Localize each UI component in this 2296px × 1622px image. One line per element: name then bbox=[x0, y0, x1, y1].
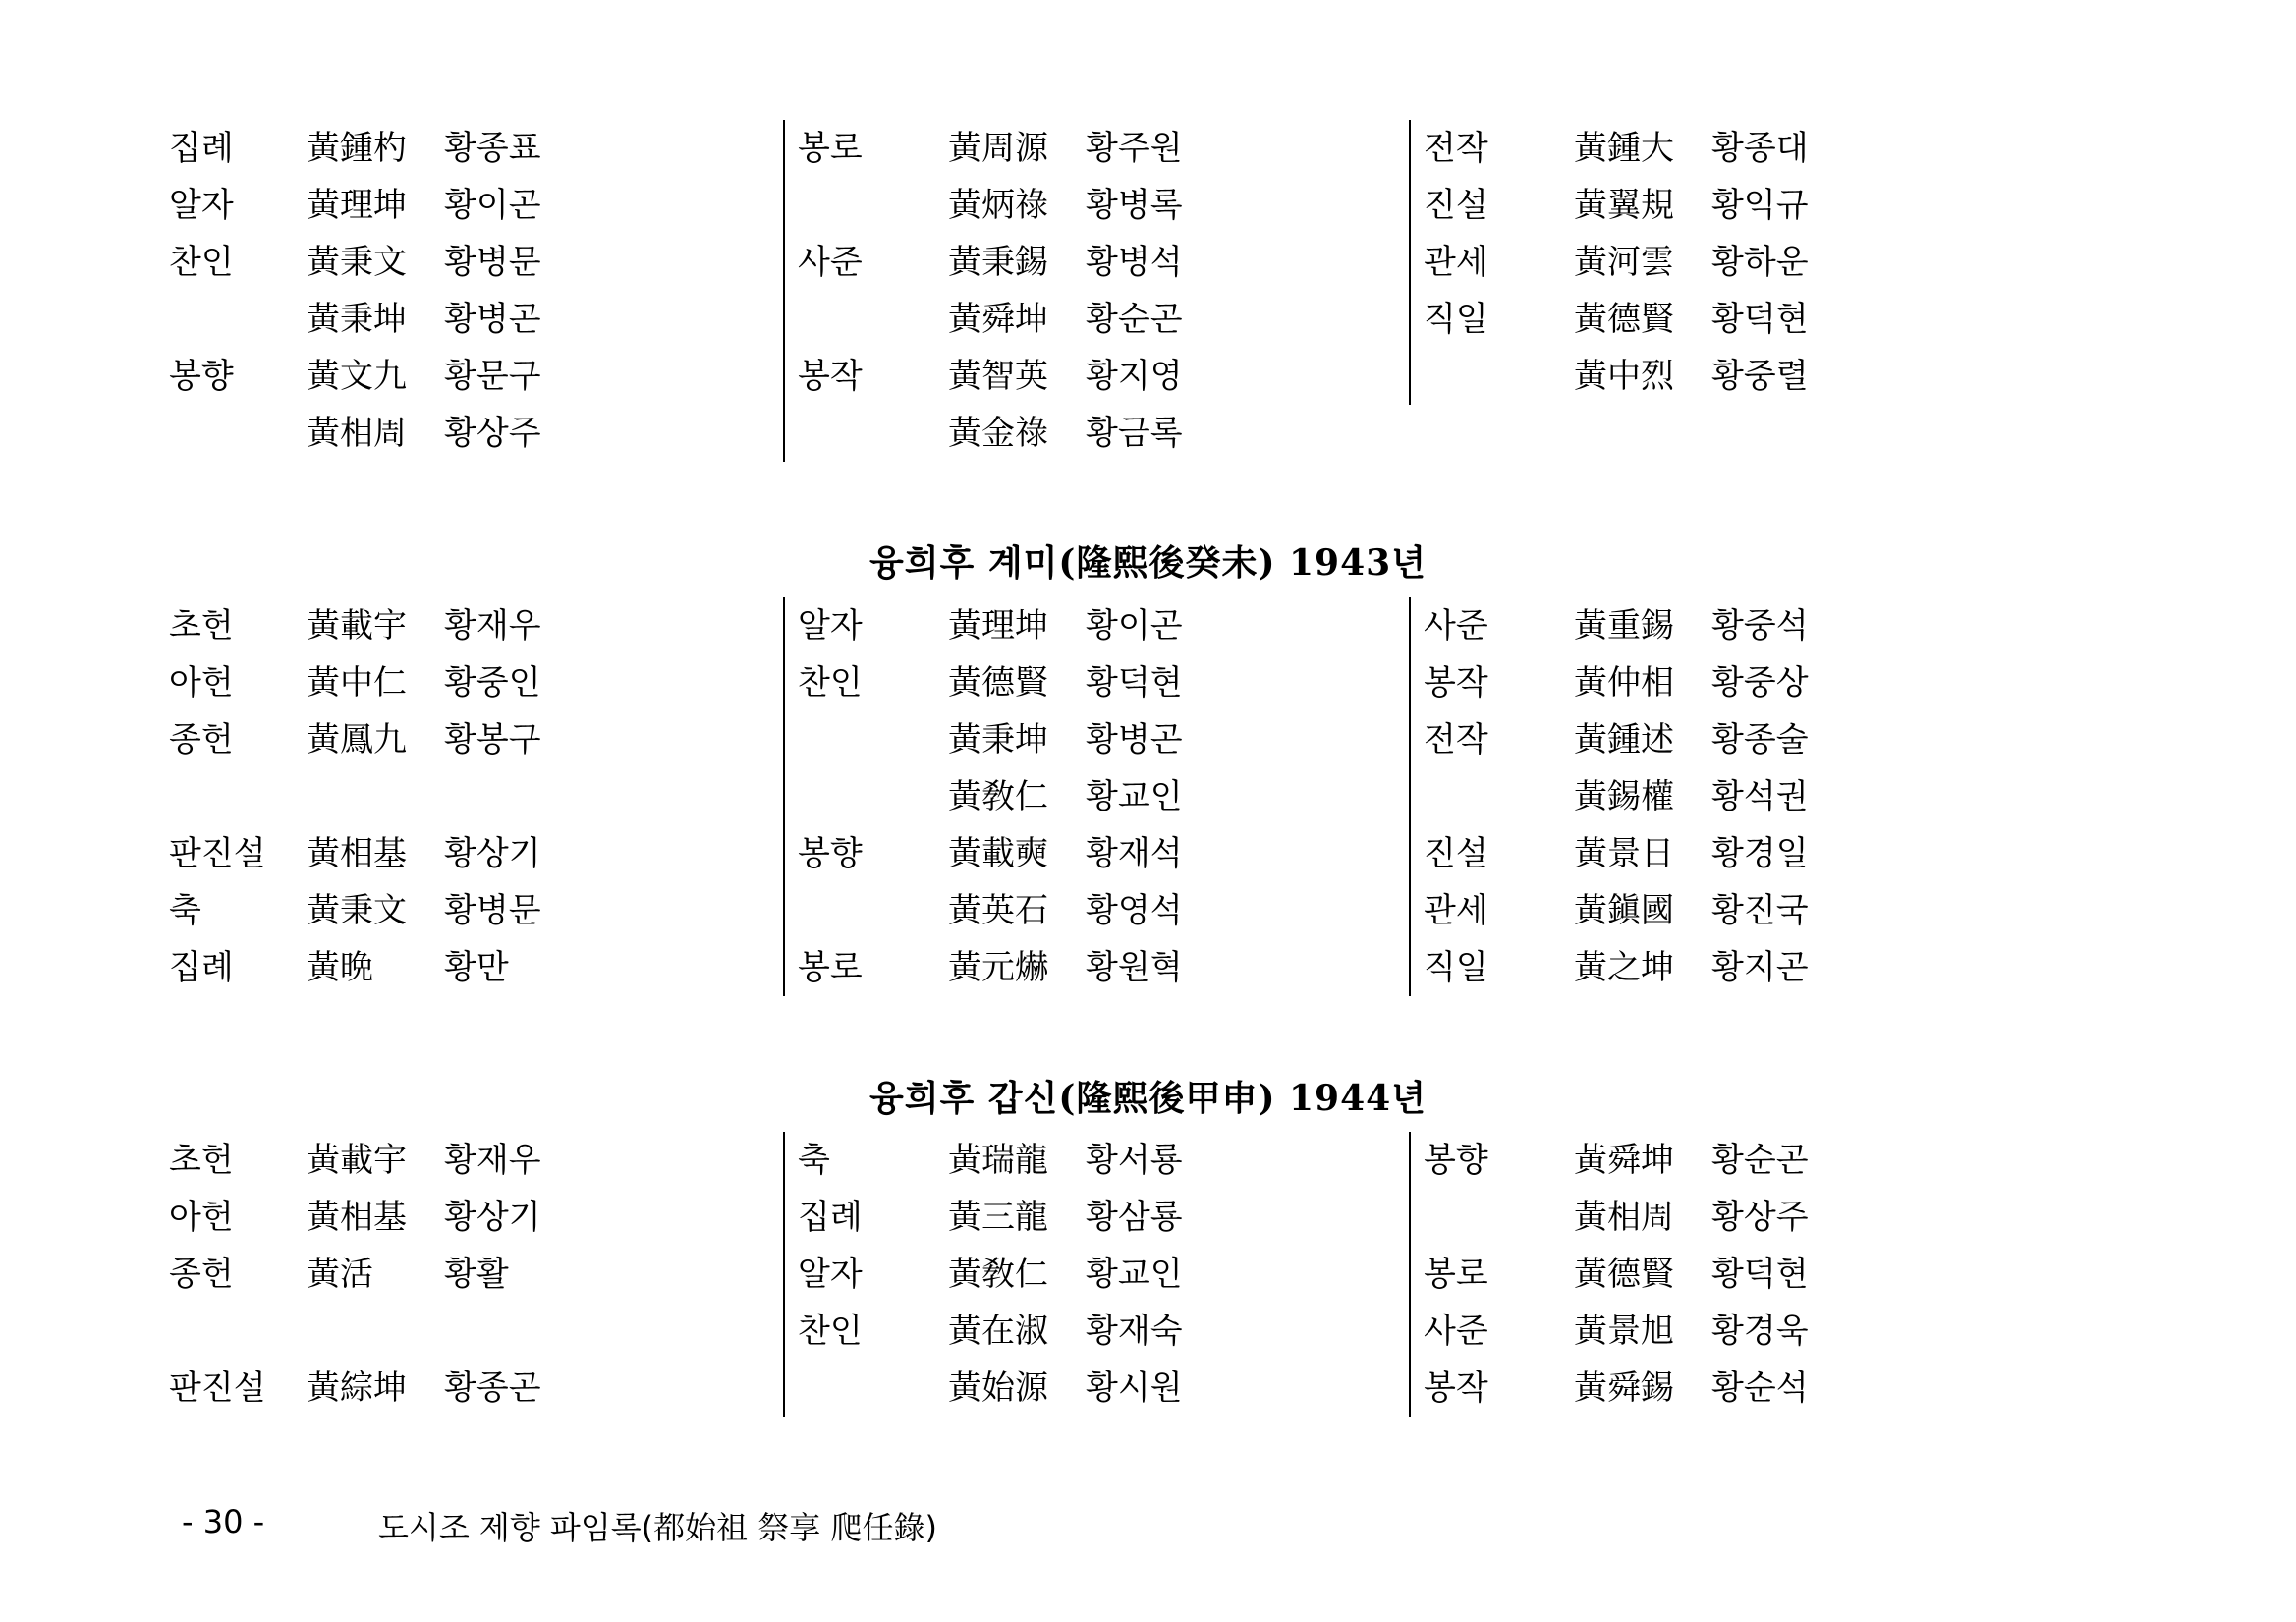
name-hangul: 황상기 bbox=[444, 834, 541, 873]
role-label: 아헌 bbox=[169, 663, 234, 702]
roster-row bbox=[798, 405, 1427, 462]
roster-row bbox=[1424, 1303, 2052, 1360]
role-label: 초헌 bbox=[169, 606, 234, 645]
roster-row bbox=[169, 1189, 798, 1246]
roster-row bbox=[798, 825, 1427, 882]
roster-row bbox=[169, 1246, 798, 1303]
name-hanja: 黃德賢 bbox=[1574, 1255, 1674, 1294]
name-hanja: 黃秉坤 bbox=[307, 300, 407, 339]
name-hangul: 황지곤 bbox=[1711, 948, 1809, 987]
name-hangul: 황재우 bbox=[444, 1141, 541, 1180]
roster-row bbox=[169, 234, 798, 291]
name-hanja: 黃三龍 bbox=[948, 1198, 1048, 1237]
column-2 bbox=[783, 597, 1427, 996]
name-hanja: 黃英石 bbox=[948, 891, 1048, 930]
name-hangul: 황중렬 bbox=[1711, 357, 1809, 396]
roster-row bbox=[169, 711, 798, 768]
name-hangul: 황경일 bbox=[1711, 834, 1809, 873]
role-label: 봉작 bbox=[1424, 1369, 1488, 1408]
name-hanja: 黃相周 bbox=[307, 414, 407, 453]
name-hanja: 黃炳祿 bbox=[948, 186, 1048, 225]
roster-row bbox=[169, 654, 798, 711]
roster-row bbox=[169, 405, 798, 462]
name-hanja: 黃秉錫 bbox=[948, 243, 1048, 282]
name-hanja: 黃鳳九 bbox=[307, 720, 407, 759]
name-hanja: 黃中仁 bbox=[307, 663, 407, 702]
roster-row bbox=[798, 291, 1427, 348]
roster-row bbox=[798, 768, 1427, 825]
name-hanja: 黃金祿 bbox=[948, 414, 1048, 453]
roster-row bbox=[798, 654, 1427, 711]
roster-row bbox=[169, 597, 798, 654]
name-hanja: 黃周源 bbox=[948, 129, 1048, 168]
role-label: 봉향 bbox=[169, 357, 234, 396]
name-hanja: 黃翼規 bbox=[1574, 186, 1674, 225]
name-hangul: 황병석 bbox=[1086, 243, 1183, 282]
role-label: 봉작 bbox=[1424, 663, 1488, 702]
name-hangul: 황상기 bbox=[444, 1198, 541, 1237]
role-label: 진설 bbox=[1424, 186, 1488, 225]
name-hangul: 황하운 bbox=[1711, 243, 1809, 282]
name-hanja: 黃相基 bbox=[307, 1198, 407, 1237]
roster-row bbox=[1424, 597, 2052, 654]
name-hanja: 黃相基 bbox=[307, 834, 407, 873]
name-hanja: 黃秉坤 bbox=[948, 720, 1048, 759]
name-hangul: 황상주 bbox=[1711, 1198, 1809, 1237]
name-hanja: 黃鍾述 bbox=[1574, 720, 1674, 759]
roster-row bbox=[169, 1360, 798, 1417]
role-label: 봉향 bbox=[1424, 1141, 1488, 1180]
name-hanja: 黃載宇 bbox=[307, 1141, 407, 1180]
name-hanja: 黃瑞龍 bbox=[948, 1141, 1048, 1180]
name-hangul: 황덕현 bbox=[1711, 300, 1809, 339]
name-hanja: 黃載奭 bbox=[948, 834, 1048, 873]
name-hanja: 黃重錫 bbox=[1574, 606, 1674, 645]
name-hanja: 黃理坤 bbox=[948, 606, 1048, 645]
roster-row bbox=[1424, 234, 2052, 291]
book-title: 도시조 제향 파임록(都始祖 祭享 爬任錄) bbox=[378, 1509, 937, 1546]
roster-row bbox=[1424, 768, 2052, 825]
role-label: 관세 bbox=[1424, 891, 1488, 930]
name-hanja: 黃德賢 bbox=[948, 663, 1048, 702]
name-hangul: 황병문 bbox=[444, 243, 541, 282]
role-label: 전작 bbox=[1424, 129, 1488, 168]
name-hangul: 황상주 bbox=[444, 414, 541, 453]
name-hangul: 황재석 bbox=[1086, 834, 1183, 873]
name-hanja: 黃鍾杓 bbox=[307, 129, 407, 168]
name-hanja: 黃智英 bbox=[948, 357, 1048, 396]
name-hangul: 황순곤 bbox=[1711, 1141, 1809, 1180]
role-label: 직일 bbox=[1424, 948, 1488, 987]
name-hangul: 황종표 bbox=[444, 129, 541, 168]
name-hanja: 黃始源 bbox=[948, 1369, 1048, 1408]
role-label: 집례 bbox=[169, 129, 234, 168]
name-hanja: 黃舜錫 bbox=[1574, 1369, 1674, 1408]
role-label: 알자 bbox=[169, 186, 234, 225]
column-1 bbox=[169, 1132, 798, 1417]
name-hanja: 黃元爀 bbox=[948, 948, 1048, 987]
roster-row bbox=[798, 1246, 1427, 1303]
roster-row bbox=[798, 1303, 1427, 1360]
name-hanja: 黃之坤 bbox=[1574, 948, 1674, 987]
name-hanja: 黃景旭 bbox=[1574, 1312, 1674, 1351]
roster-row bbox=[169, 768, 798, 825]
role-label: 봉향 bbox=[798, 834, 863, 873]
name-hangul: 황중상 bbox=[1711, 663, 1809, 702]
name-hanja: 黃活 bbox=[307, 1255, 373, 1294]
roster-row bbox=[1424, 1246, 2052, 1303]
role-label: 전작 bbox=[1424, 720, 1488, 759]
name-hanja: 黃鎭國 bbox=[1574, 891, 1674, 930]
name-hangul: 황봉구 bbox=[444, 720, 541, 759]
roster-row bbox=[798, 120, 1427, 177]
name-hanja: 黃舜坤 bbox=[1574, 1141, 1674, 1180]
role-label: 봉작 bbox=[798, 357, 863, 396]
roster-row bbox=[798, 939, 1427, 996]
name-hangul: 황중인 bbox=[444, 663, 541, 702]
roster-row bbox=[169, 882, 798, 939]
role-label: 축 bbox=[798, 1141, 830, 1180]
name-hangul: 황병록 bbox=[1086, 186, 1183, 225]
roster-row bbox=[169, 939, 798, 996]
column-3 bbox=[1409, 1132, 2052, 1417]
roster-row bbox=[1424, 120, 2052, 177]
name-hanja: 黃鍾大 bbox=[1574, 129, 1674, 168]
role-label: 판진설 bbox=[169, 1369, 266, 1408]
roster-row bbox=[1424, 825, 2052, 882]
role-label: 아헌 bbox=[169, 1198, 234, 1237]
roster-row bbox=[1424, 939, 2052, 996]
column-3 bbox=[1409, 597, 2052, 996]
name-hanja: 黃舜坤 bbox=[948, 300, 1048, 339]
column-3 bbox=[1409, 120, 2052, 405]
roster-row bbox=[798, 234, 1427, 291]
role-label: 집례 bbox=[798, 1198, 863, 1237]
name-hangul: 황교인 bbox=[1086, 1255, 1183, 1294]
name-hangul: 황이곤 bbox=[1086, 606, 1183, 645]
roster-row bbox=[169, 291, 798, 348]
page-number: - 30 - bbox=[182, 1503, 265, 1540]
role-label: 초헌 bbox=[169, 1141, 234, 1180]
name-hangul: 황진국 bbox=[1711, 891, 1809, 930]
roster-row bbox=[1424, 291, 2052, 348]
role-label: 진설 bbox=[1424, 834, 1488, 873]
name-hanja: 黃秉文 bbox=[307, 891, 407, 930]
role-label: 찬인 bbox=[798, 663, 863, 702]
name-hangul: 황재숙 bbox=[1086, 1312, 1183, 1351]
role-label: 직일 bbox=[1424, 300, 1488, 339]
roster-row bbox=[1424, 1189, 2052, 1246]
role-label: 사준 bbox=[1424, 1312, 1488, 1351]
name-hangul: 황주원 bbox=[1086, 129, 1183, 168]
name-hangul: 황지영 bbox=[1086, 357, 1183, 396]
roster-row bbox=[1424, 348, 2052, 405]
role-label: 알자 bbox=[798, 606, 863, 645]
role-label: 봉로 bbox=[798, 948, 863, 987]
name-hangul: 황문구 bbox=[444, 357, 541, 396]
roster-row bbox=[169, 177, 798, 234]
name-hanja: 黃晩 bbox=[307, 948, 373, 987]
name-hanja: 黃敎仁 bbox=[948, 1255, 1048, 1294]
roster-row bbox=[1424, 882, 2052, 939]
name-hanja: 黃錫權 bbox=[1574, 777, 1674, 816]
role-label: 사준 bbox=[1424, 606, 1488, 645]
role-label: 집례 bbox=[169, 948, 234, 987]
roster-row bbox=[169, 348, 798, 405]
roster-row bbox=[798, 348, 1427, 405]
role-label: 찬인 bbox=[169, 243, 234, 282]
name-hangul: 황병문 bbox=[444, 891, 541, 930]
name-hanja: 黃德賢 bbox=[1574, 300, 1674, 339]
roster-row bbox=[1424, 177, 2052, 234]
roster-row bbox=[798, 1189, 1427, 1246]
roster-row bbox=[798, 711, 1427, 768]
section-title-1943: 융희후 계미(隆熙後癸未) 1943년 bbox=[869, 542, 1427, 584]
name-hanja: 黃中烈 bbox=[1574, 357, 1674, 396]
name-hanja: 黃文九 bbox=[307, 357, 407, 396]
roster-row bbox=[798, 177, 1427, 234]
name-hangul: 황교인 bbox=[1086, 777, 1183, 816]
name-hanja: 黃敎仁 bbox=[948, 777, 1048, 816]
roster-row bbox=[1424, 711, 2052, 768]
role-label: 알자 bbox=[798, 1255, 863, 1294]
role-label: 종헌 bbox=[169, 720, 234, 759]
role-label: 봉로 bbox=[798, 129, 863, 168]
roster-row bbox=[169, 120, 798, 177]
roster-row bbox=[798, 882, 1427, 939]
name-hanja: 黃綜坤 bbox=[307, 1369, 407, 1408]
column-2 bbox=[783, 120, 1427, 462]
name-hangul: 황금록 bbox=[1086, 414, 1183, 453]
column-1 bbox=[169, 120, 798, 462]
name-hangul: 황석권 bbox=[1711, 777, 1809, 816]
role-label: 관세 bbox=[1424, 243, 1488, 282]
name-hangul: 황영석 bbox=[1086, 891, 1183, 930]
role-label: 종헌 bbox=[169, 1255, 234, 1294]
column-1 bbox=[169, 597, 798, 996]
name-hangul: 황덕현 bbox=[1086, 663, 1183, 702]
roster-row bbox=[1424, 1360, 2052, 1417]
name-hangul: 황재우 bbox=[444, 606, 541, 645]
role-label: 찬인 bbox=[798, 1312, 863, 1351]
name-hangul: 황원혁 bbox=[1086, 948, 1183, 987]
name-hangul: 황순곤 bbox=[1086, 300, 1183, 339]
roster-row bbox=[798, 1132, 1427, 1189]
roster-row bbox=[169, 1132, 798, 1189]
name-hanja: 黃在淑 bbox=[948, 1312, 1048, 1351]
name-hangul: 황이곤 bbox=[444, 186, 541, 225]
section-title-1944: 융희후 갑신(隆熙後甲申) 1944년 bbox=[869, 1078, 1427, 1119]
name-hangul: 황덕현 bbox=[1711, 1255, 1809, 1294]
name-hanja: 黃相周 bbox=[1574, 1198, 1674, 1237]
name-hangul: 황서룡 bbox=[1086, 1141, 1183, 1180]
name-hangul: 황중석 bbox=[1711, 606, 1809, 645]
roster-row bbox=[1424, 654, 2052, 711]
name-hangul: 황병곤 bbox=[444, 300, 541, 339]
roster-row bbox=[798, 1360, 1427, 1417]
name-hangul: 황병곤 bbox=[1086, 720, 1183, 759]
roster-row bbox=[169, 825, 798, 882]
role-label: 봉로 bbox=[1424, 1255, 1488, 1294]
name-hangul: 황삼룡 bbox=[1086, 1198, 1183, 1237]
name-hanja: 黃河雲 bbox=[1574, 243, 1674, 282]
name-hanja: 黃理坤 bbox=[307, 186, 407, 225]
name-hangul: 황종술 bbox=[1711, 720, 1809, 759]
name-hanja: 黃秉文 bbox=[307, 243, 407, 282]
name-hangul: 황익규 bbox=[1711, 186, 1809, 225]
role-label: 판진설 bbox=[169, 834, 266, 873]
column-2 bbox=[783, 1132, 1427, 1417]
name-hanja: 黃景日 bbox=[1574, 834, 1674, 873]
name-hangul: 황경욱 bbox=[1711, 1312, 1809, 1351]
roster-row bbox=[169, 1303, 798, 1360]
name-hangul: 황만 bbox=[444, 948, 509, 987]
name-hangul: 황종대 bbox=[1711, 129, 1809, 168]
name-hangul: 황활 bbox=[444, 1255, 509, 1294]
roster-row bbox=[1424, 1132, 2052, 1189]
roster-row bbox=[798, 597, 1427, 654]
role-label: 축 bbox=[169, 891, 201, 930]
name-hangul: 황순석 bbox=[1711, 1369, 1809, 1408]
name-hangul: 황시원 bbox=[1086, 1369, 1183, 1408]
name-hanja: 黃載宇 bbox=[307, 606, 407, 645]
name-hangul: 황종곤 bbox=[444, 1369, 541, 1408]
name-hanja: 黃仲相 bbox=[1574, 663, 1674, 702]
role-label: 사준 bbox=[798, 243, 863, 282]
